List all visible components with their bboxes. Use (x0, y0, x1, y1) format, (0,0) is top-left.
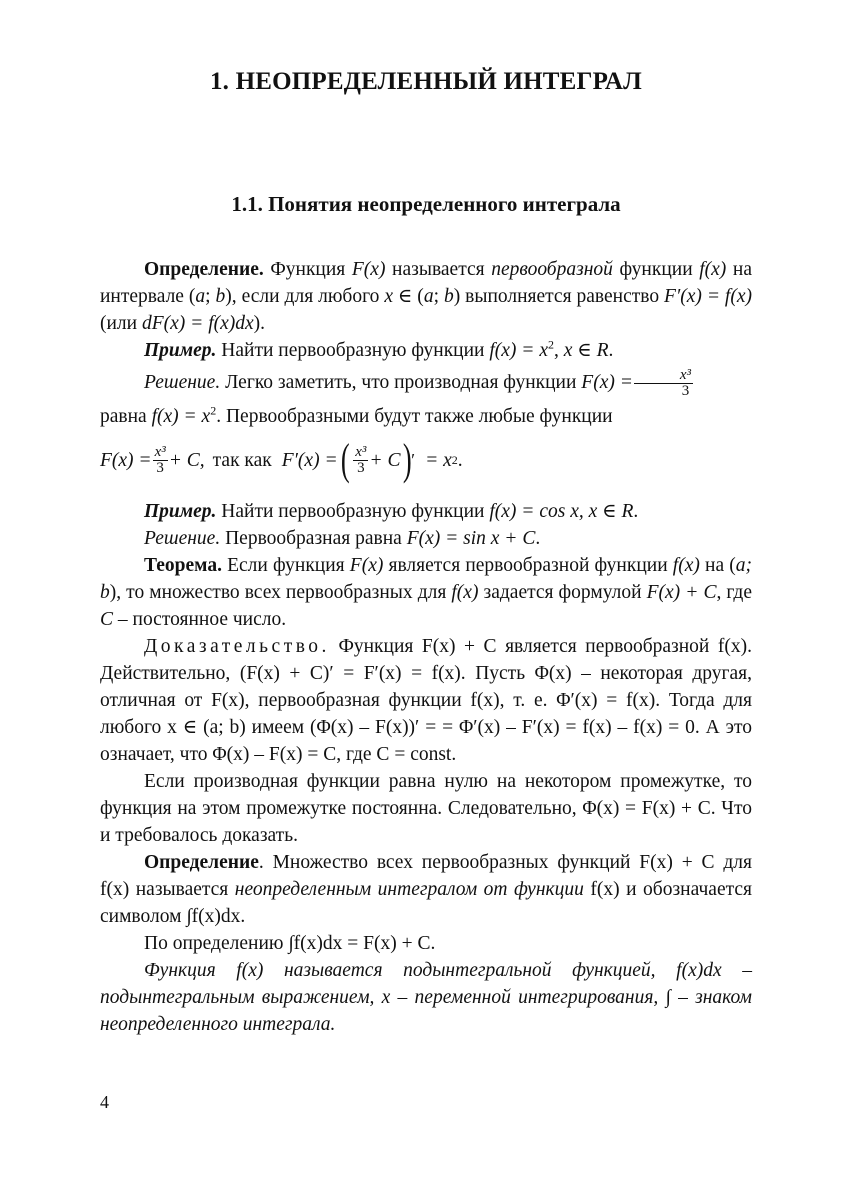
solution-1: Решение. Легко заметить, что производная функции F(x) = $\frac{\text{x³}}{3}$ (144, 367, 692, 399)
fraction-x3-over-3: $\frac{\text{x³}}{3}$ (634, 368, 693, 399)
text-body (100, 256, 752, 1038)
antiderivative-formula: F(x) = $\frac{\text{x³}}{3}$ + C, так как F′(x) = ( $\frac{\text{x³}}{3}$ + C ) ′ = x 2 . (100, 435, 463, 484)
solution-1-cont: равна $f(x) = x^2$. Первообразными будут также любые функции (100, 403, 613, 427)
definition-paragraph: Определение. Функция F(x) называется первообразной функции f(x) на интервале (a; b), если для любого x ∈ (a; b) выполняется равенство F′(x) = f(x) (или dF(x) = f(x)dx). (100, 259, 752, 334)
section-title: 1.1. Понятия неопределенного интеграла (231, 192, 621, 216)
theorem: Теорема. Если функция F(x) является первообразной функции f(x) на (a; b), то множество всех первообразных для f(x) задается формулой F(x) + C, где C – постоянное число. (100, 555, 752, 630)
chapter-title: 1. НЕОПРЕДЕЛЕННЫЙ ИНТЕГРАЛ (209, 68, 643, 95)
page-number: 4 (100, 1092, 109, 1112)
definition-2: Определение. Множество всех первообразных функций F(x) + C для f(x) называется неопределенным интегралом от функции f(x) и обозначается символом ∫f(x)dx. (100, 852, 752, 927)
example-2: Пример. Найти первообразную функции f(x) = cos x, x ∈ R. (144, 501, 639, 522)
constant-paragraph: Если производная функции равна нулю на некотором промежутке, то функция на этом промежутке постоянна. Следовательно, Φ(x) = F(x) + C. Что и требовалось доказать. (100, 771, 752, 846)
proof: Доказательство. Функция F(x) + C является первообразной f(x). Действительно, (F(x) + C)′ = F′(x) = f(x). Пусть Φ(x) – некоторая другая, отличная от F(x), первообразная функции f(x), т. е. Φ′(x) = f(x). Тогда для любого x ∈ (a; b) имеем (Φ(x) – F(x))′ = = Φ′(x) – F′(x) = f(x) – f(x) = 0. А это означает, что Φ(x) – F(x) = C, где C = const. (100, 636, 752, 765)
integral-terms: Функция f(x) называется подынтегральной функцией, f(x)dx – подынтегральным выражением, x – переменной интегрирования, ∫ – знаком неопределенного интеграла. (100, 960, 752, 1035)
example-1: Пример. Найти первообразную функции $f(x) = x^2$, x ∈ R. (144, 337, 614, 361)
by-definition: По определению ∫f(x)dx = F(x) + C. (144, 933, 436, 954)
solution-2: Решение. Первообразная равна F(x) = sin x + C. (144, 528, 541, 549)
